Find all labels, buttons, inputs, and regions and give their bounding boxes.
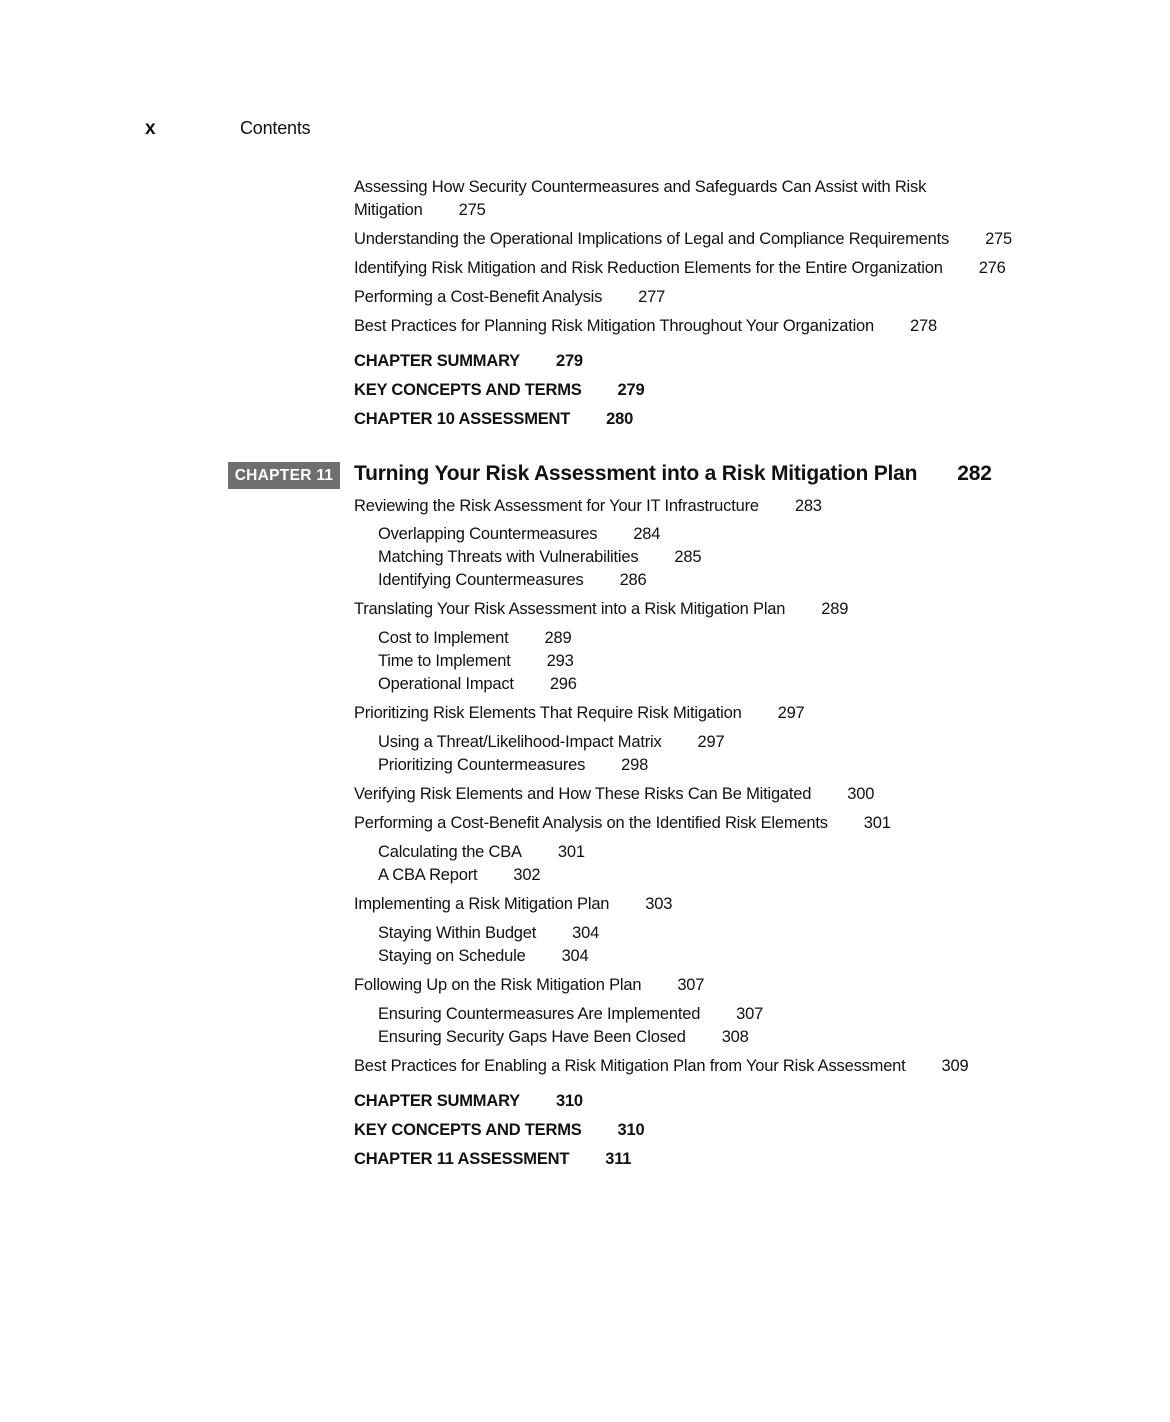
toc-entry-page: 289 [544,629,572,647]
toc-entry[interactable] [354,974,1074,997]
chapter-title-text: Turning Your Risk Assessment into a Risk Mitigation Plan [354,462,918,485]
toc-entry-title: Reviewing the Risk Assessment for Your IT Infrastructure [354,497,759,515]
toc-entry-page: 310 [617,1121,645,1139]
toc-entry-page: 310 [555,1092,583,1110]
toc-chapter-assessment[interactable] [354,1148,1074,1171]
toc-subentry[interactable] [354,864,1074,887]
toc-entry[interactable] [354,783,1074,806]
toc-entry[interactable] [354,812,1074,835]
toc-entry-title: KEY CONCEPTS AND TERMS [354,1121,582,1139]
toc-entry[interactable] [354,315,1074,338]
toc-subentry[interactable] [354,523,1074,546]
toc-entry[interactable] [354,495,1074,518]
toc-chapter-summary[interactable] [354,350,1074,373]
toc-entry[interactable] [354,176,1074,222]
page-number: x [145,118,156,139]
toc-entry-title: Ensuring Countermeasures Are Implemented [378,1005,701,1023]
toc-entry-page: 298 [621,756,649,774]
running-head: Contents [240,118,311,138]
toc-entry-page: 293 [546,652,574,670]
toc-entry-title: Using a Threat/Likelihood-Impact Matrix [378,733,662,751]
toc-section-ch11 [354,495,1074,1171]
toc-entry-title: Staying on Schedule [378,947,526,965]
toc-entry-page: 311 [605,1150,632,1168]
toc-entry-title: A CBA Report [378,866,478,884]
toc-entry-title: Cost to Implement [378,629,509,647]
toc-entry-page: 284 [633,525,661,543]
toc-subentry[interactable] [354,841,1074,864]
toc-subentry[interactable] [354,731,1074,754]
toc-entry-title: CHAPTER SUMMARY [354,1092,520,1110]
toc-entry-page: 297 [697,733,725,751]
toc-key-concepts[interactable] [354,1119,1074,1142]
toc-entry-title: CHAPTER 10 ASSESSMENT [354,410,571,428]
toc-entry-page: 275 [985,230,1012,248]
toc-subentry[interactable] [354,922,1074,945]
toc-subentry[interactable] [354,650,1074,673]
chapter-title-page: 282 [957,462,992,485]
toc-entry-title: Performing a Cost-Benefit Analysis on the Identified Risk Elements [354,814,828,832]
toc-key-concepts[interactable] [354,379,1074,402]
toc-entry[interactable] [354,228,1074,251]
toc-subentry[interactable] [354,1026,1074,1049]
toc-entry-title: Prioritizing Countermeasures [378,756,586,774]
toc-entry-title: Translating Your Risk Assessment into a Risk Mitigation Plan [354,600,786,618]
toc-entry-page: 300 [847,785,875,803]
toc-entry-page: 297 [777,704,805,722]
toc-entry-page: 276 [978,259,1006,277]
toc-entry-page: 286 [619,571,647,589]
toc-entry-page: 309 [941,1057,969,1075]
toc-entry-page: 304 [572,924,600,942]
toc-entry-page: 275 [458,201,486,219]
toc-subentry[interactable] [354,1003,1074,1026]
toc-subentry[interactable] [354,627,1074,650]
toc-entry[interactable] [354,286,1074,309]
toc-chapter-assessment[interactable] [354,408,1074,431]
toc-entry-page: 301 [863,814,891,832]
toc-entry-page: 301 [557,843,585,861]
toc-entry-title: Ensuring Security Gaps Have Been Closed [378,1028,686,1046]
toc-entry-page: 304 [561,947,589,965]
toc-entry-page: 307 [677,976,705,994]
toc-entry[interactable] [354,1055,1074,1078]
toc-entry-title: Identifying Countermeasures [378,571,584,589]
toc-entry-page: 280 [606,410,634,428]
toc-entry-title: Prioritizing Risk Elements That Require Risk Mitigation [354,704,742,722]
toc-entry-page: 303 [645,895,673,913]
toc-entry[interactable] [354,702,1074,725]
toc-entry-page: 302 [513,866,541,884]
toc-entry-title: Performing a Cost-Benefit Analysis [354,288,603,306]
toc-entry-page: 307 [736,1005,764,1023]
chapter-title[interactable] [354,462,992,486]
toc-entry[interactable] [354,598,1074,621]
toc-subentry[interactable] [354,673,1074,696]
toc-subentry[interactable] [354,945,1074,968]
toc-entry-title: Time to Implement [378,652,511,670]
toc-entry-title: Understanding the Operational Implications of Legal and Compliance Requirements [354,230,950,248]
toc-subentry[interactable] [354,569,1074,592]
toc-entry-title: KEY CONCEPTS AND TERMS [354,381,582,399]
toc-entry[interactable] [354,257,1074,280]
toc-entry-page: 285 [674,548,702,566]
toc-entry-title: Identifying Risk Mitigation and Risk Reduction Elements for the Entire Organization [354,259,943,277]
toc-subentry[interactable] [354,754,1074,777]
toc-entry-page: 279 [555,352,583,370]
toc-entry-page: 279 [617,381,645,399]
toc-subentry[interactable] [354,546,1074,569]
toc-entry-title: Assessing How Security Countermeasures and Safeguards Can Assist with Risk [354,178,927,196]
toc-entry-title: CHAPTER SUMMARY [354,352,520,370]
toc-entry-page: 278 [910,317,937,335]
toc-entry-title: Matching Threats with Vulnerabilities [378,548,639,566]
toc-entry-page: 283 [794,497,822,515]
toc-entry-title: Overlapping Countermeasures [378,525,598,543]
toc-entry-page: 277 [638,288,666,306]
toc-entry-title: Best Practices for Enabling a Risk Mitigation Plan from Your Risk Assessment [354,1057,906,1075]
toc-entry-title-cont: Mitigation [354,201,423,219]
toc-entry-title: Best Practices for Planning Risk Mitigation Throughout Your Organization [354,317,875,335]
toc-entry-title: Implementing a Risk Mitigation Plan [354,895,610,913]
toc-entry-title: Following Up on the Risk Mitigation Plan [354,976,642,994]
toc-chapter-summary[interactable] [354,1090,1074,1113]
toc-entry-page: 308 [721,1028,749,1046]
toc-entry-title: Operational Impact [378,675,514,693]
chapter-badge: CHAPTER 11 [228,462,340,489]
toc-entry-title: CHAPTER 11 ASSESSMENT [354,1150,570,1168]
toc-entry-page: 289 [821,600,849,618]
toc-entry-title: Calculating the CBA [378,843,522,861]
toc-entry-title: Verifying Risk Elements and How These Risks Can Be Mitigated [354,785,812,803]
toc-entry-title: Staying Within Budget [378,924,537,942]
toc-entry[interactable] [354,893,1074,916]
toc-entry-page: 296 [549,675,577,693]
toc-section-ch10 [354,176,1074,431]
